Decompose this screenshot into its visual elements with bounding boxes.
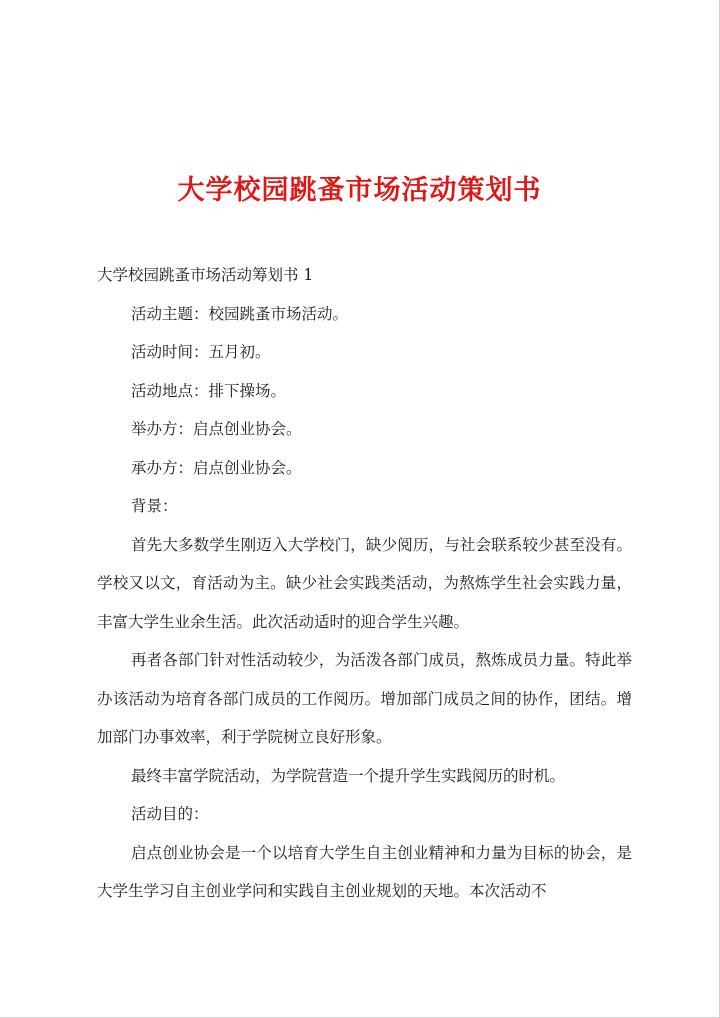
undertaker: 承办方：启点创业协会。 xyxy=(131,458,302,477)
document-body xyxy=(97,256,632,911)
document-title: 大学校园跳蚤市场活动策划书 xyxy=(177,175,542,207)
organizer: 举办方：启点创业协会。 xyxy=(131,420,302,438)
purpose-label: 活动目的： xyxy=(131,805,209,823)
background-paragraph-1: 首先大多数学生刚迈入大学校门，缺少阅历，与社会联系较少甚至没有。学校又以文，育活动为主。缺少社会实践类活动，为熬炼学生社会实践力量，丰富大学生业余生活。此次活动适时的迎合学生兴趣。 xyxy=(97,535,632,631)
purpose-paragraph: 启点创业协会是一个以培育大学生自主创业精神和力量为目标的协会，是大学生学习自主创业学问和实践自主创业规划的天地。本次活动不 xyxy=(97,843,632,900)
activity-time: 活动时间：五月初。 xyxy=(131,343,271,361)
section-heading: 大学校园跳蚤市场活动筹划书 1 xyxy=(97,266,314,284)
background-paragraph-3: 最终丰富学院活动，为学院营造一个提升学生实践阅历的时机。 xyxy=(131,766,566,785)
background-paragraph-2: 再者各部门针对性活动较少，为活泼各部门成员，熬炼成员力量。特此举办该活动为培育各部门成员的工作阅历。增加部门成员之间的协作，团结。增加部门办事效率，利于学院树立良好形象。 xyxy=(97,651,632,746)
activity-location: 活动地点：排下操场。 xyxy=(131,381,287,400)
background-label: 背景： xyxy=(131,497,178,515)
activity-theme: 活动主题：校园跳蚤市场活动。 xyxy=(131,304,349,323)
